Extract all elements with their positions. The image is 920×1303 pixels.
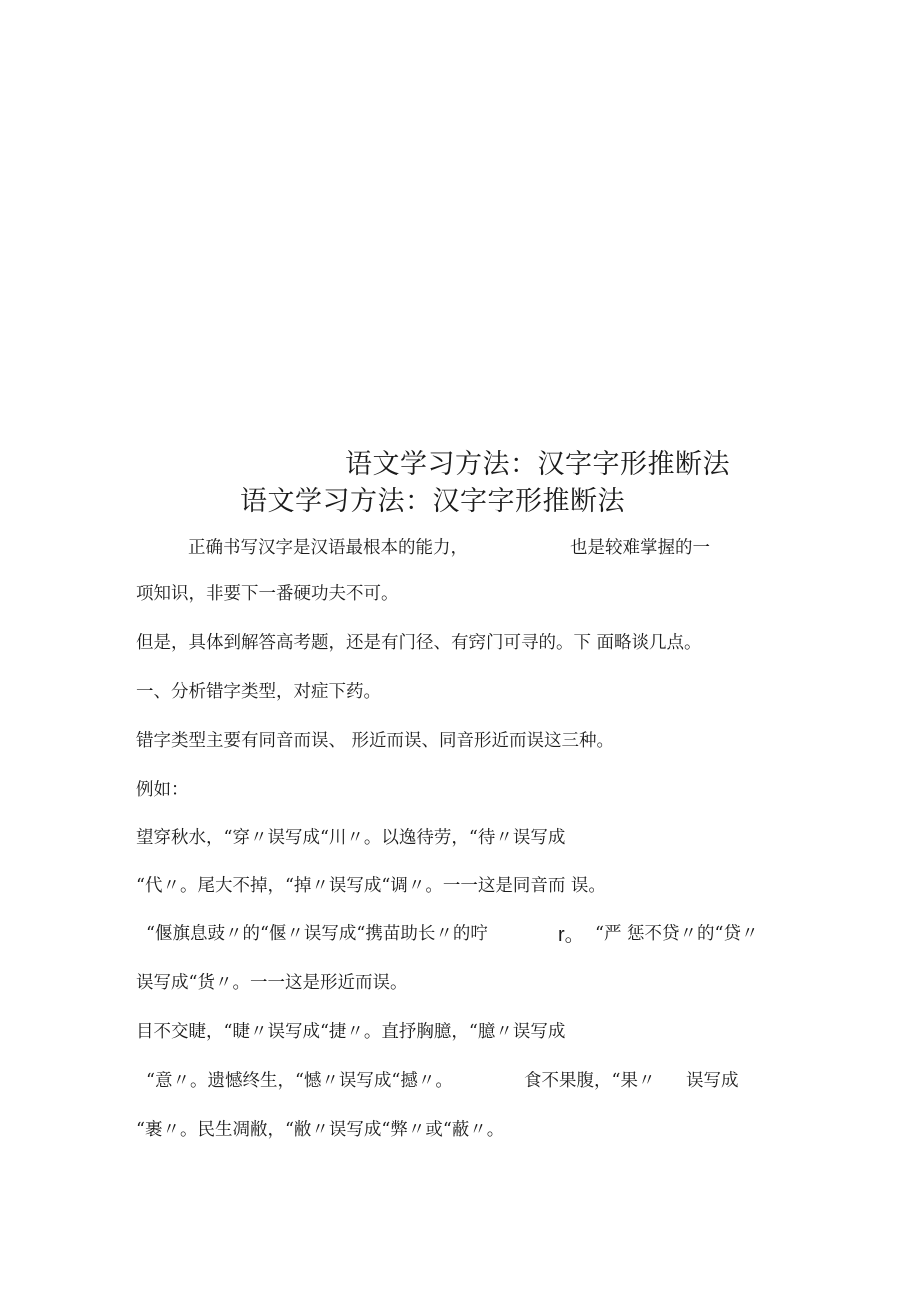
page-title: 语文学习方法：汉字字形推断法 — [345, 449, 730, 480]
paragraph-line: 食不果腹，“果〃 — [524, 1071, 656, 1091]
paragraph-line: 目不交睫，“睫〃误写成“捷〃。直抒胸臆，“臆〃误写成 — [136, 1022, 566, 1042]
paragraph-line: 误写成 — [686, 1071, 739, 1091]
paragraph-line: “意〃。遗憾终生，“憾〃误写成“撼〃。 — [146, 1071, 453, 1091]
paragraph-line: “代〃。尾大不掉，“掉〃误写成“调〃。一一这是同音而 误。 — [136, 876, 606, 896]
paragraph-line: 误写成“货〃。一一这是形近而误。 — [136, 973, 408, 993]
paragraph-line: 正确书写汉字是汉语最根本的能力， — [188, 538, 468, 558]
paragraph-line: r。 — [558, 924, 585, 946]
paragraph-line: “偃旗息豉〃的“偃〃误写成“携苗助长〃的咛 — [146, 924, 488, 944]
paragraph-line: 望穿秋水，“穿〃误写成“川〃。以逸待劳，“待〃误写成 — [136, 828, 566, 848]
paragraph-line: 也是较难掌握的一 — [570, 538, 710, 558]
paragraph-line: “严 惩不贷〃的“贷〃 — [595, 924, 759, 944]
section-heading: 一、分析错字类型，对症下药。 — [136, 682, 381, 702]
paragraph-line: “裹〃。民生凋敝，“敝〃误写成“弊〃或“蔽〃。 — [136, 1120, 505, 1140]
paragraph-line: 项知识，非要下一番硬功夫不可。 — [136, 584, 399, 604]
page-title-repeat: 语文学习方法：汉字字形推断法 — [240, 486, 625, 517]
paragraph-line: 例如： — [136, 780, 189, 800]
paragraph-line: 错字类型主要有同音而误、 形近而误、同音形近而误这三种。 — [136, 731, 615, 751]
paragraph-line: 但是，具体到解答高考题，还是有门径、有窍门可寻的。下 面略谈几点。 — [136, 633, 702, 653]
